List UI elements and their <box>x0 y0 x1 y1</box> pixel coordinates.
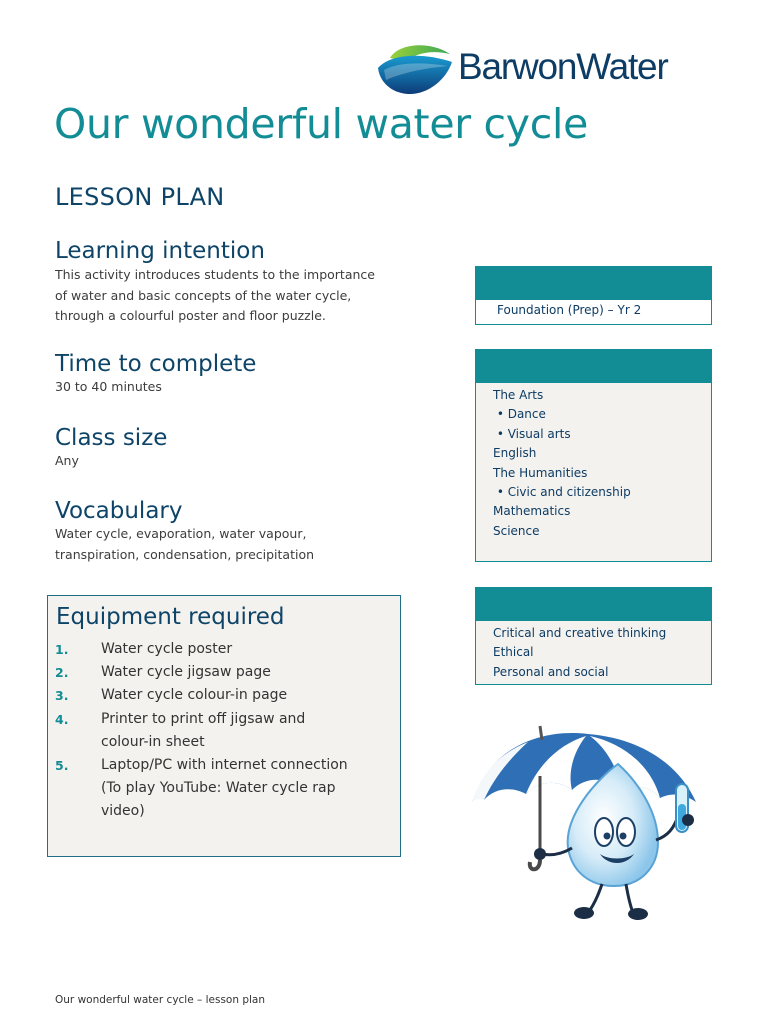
learning-intention-section <box>55 238 415 327</box>
text-line: This activity introduces students to the importance <box>55 267 375 282</box>
lesson-plan-heading: LESSON PLAN <box>55 183 225 211</box>
curriculum-item: The Arts <box>493 388 544 402</box>
capabilities-box <box>475 587 712 685</box>
capabilities-box-body <box>476 621 711 682</box>
list-item-text: Laptop/PC with internet connection <box>101 757 348 774</box>
list-item <box>55 684 385 707</box>
curriculum-item: Mathematics <box>493 504 571 519</box>
list-item-text: Printer to print off jigsaw and <box>101 710 306 727</box>
equipment-required-box <box>47 595 401 857</box>
time-to-complete-text: 30 to 40 minutes <box>55 379 162 394</box>
text-line: transpiration, condensation, precipitation <box>55 546 315 562</box>
page-footer: Our wonderful water cycle – lesson plan <box>55 994 266 1006</box>
text-line: of water and basic concepts of the water cycle, <box>55 287 352 303</box>
list-item <box>55 638 385 661</box>
list-item <box>55 754 385 824</box>
year-level-box-header <box>476 267 711 300</box>
curriculum-item: • Visual arts <box>493 426 571 441</box>
brand-name: BarwonWater <box>458 46 668 87</box>
capability-item: Critical and creative thinking <box>493 626 667 640</box>
text-line: Water cycle, evaporation, water vapour, <box>55 526 307 541</box>
list-item <box>55 661 385 684</box>
text-line: through a colourful poster and floor puzzle. <box>55 308 326 323</box>
list-item <box>55 708 385 754</box>
vocabulary-text <box>55 524 415 565</box>
learning-intention-text <box>55 265 415 327</box>
vocabulary-heading: Vocabulary <box>55 498 183 524</box>
list-item-text: colour-in sheet <box>101 733 205 750</box>
page-title: Our wonderful water cycle <box>54 100 589 148</box>
curriculum-item: • Civic and citizenship <box>493 485 631 500</box>
curriculum-box-body <box>476 383 711 541</box>
list-item-text: Water cycle colour-in page <box>101 687 288 704</box>
list-item-text: Water cycle poster <box>101 641 233 657</box>
water-drop-mascot-icon <box>468 720 718 926</box>
vocabulary-section <box>55 498 415 565</box>
barwon-water-logo <box>376 40 716 96</box>
year-level-box-body <box>476 300 711 321</box>
list-number: 4. <box>55 711 69 727</box>
capability-item: Personal and social <box>493 664 609 679</box>
list-number: 1. <box>55 642 69 657</box>
curriculum-box <box>475 349 712 562</box>
list-item-text: video) <box>101 803 145 820</box>
capability-item: Ethical <box>493 645 534 660</box>
capabilities-box-header <box>476 588 711 621</box>
equipment-required-heading: Equipment required <box>56 604 285 630</box>
equipment-list <box>55 638 385 824</box>
list-item-text: (To play YouTube: Water cycle rap <box>101 780 336 797</box>
curriculum-item: The Humanities <box>493 465 588 480</box>
time-to-complete-heading: Time to complete <box>55 351 257 377</box>
curriculum-item: • Dance <box>493 407 546 422</box>
curriculum-item: Science <box>493 523 540 538</box>
year-level-box <box>475 266 712 325</box>
list-number: 5. <box>55 758 69 774</box>
water-drop-leaf-icon <box>376 40 454 96</box>
learning-intention-heading: Learning intention <box>55 238 265 264</box>
list-number: 3. <box>55 688 69 704</box>
class-size-heading: Class size <box>55 425 168 451</box>
curriculum-item: English <box>493 446 537 461</box>
list-number: 2. <box>55 665 69 681</box>
curriculum-box-header <box>476 350 711 383</box>
class-size-section <box>55 425 415 472</box>
time-to-complete-section <box>55 351 415 398</box>
list-item-text: Water cycle jigsaw page <box>101 664 271 681</box>
class-size-text: Any <box>55 453 79 468</box>
year-level-item: Foundation (Prep) – Yr 2 <box>497 303 642 317</box>
